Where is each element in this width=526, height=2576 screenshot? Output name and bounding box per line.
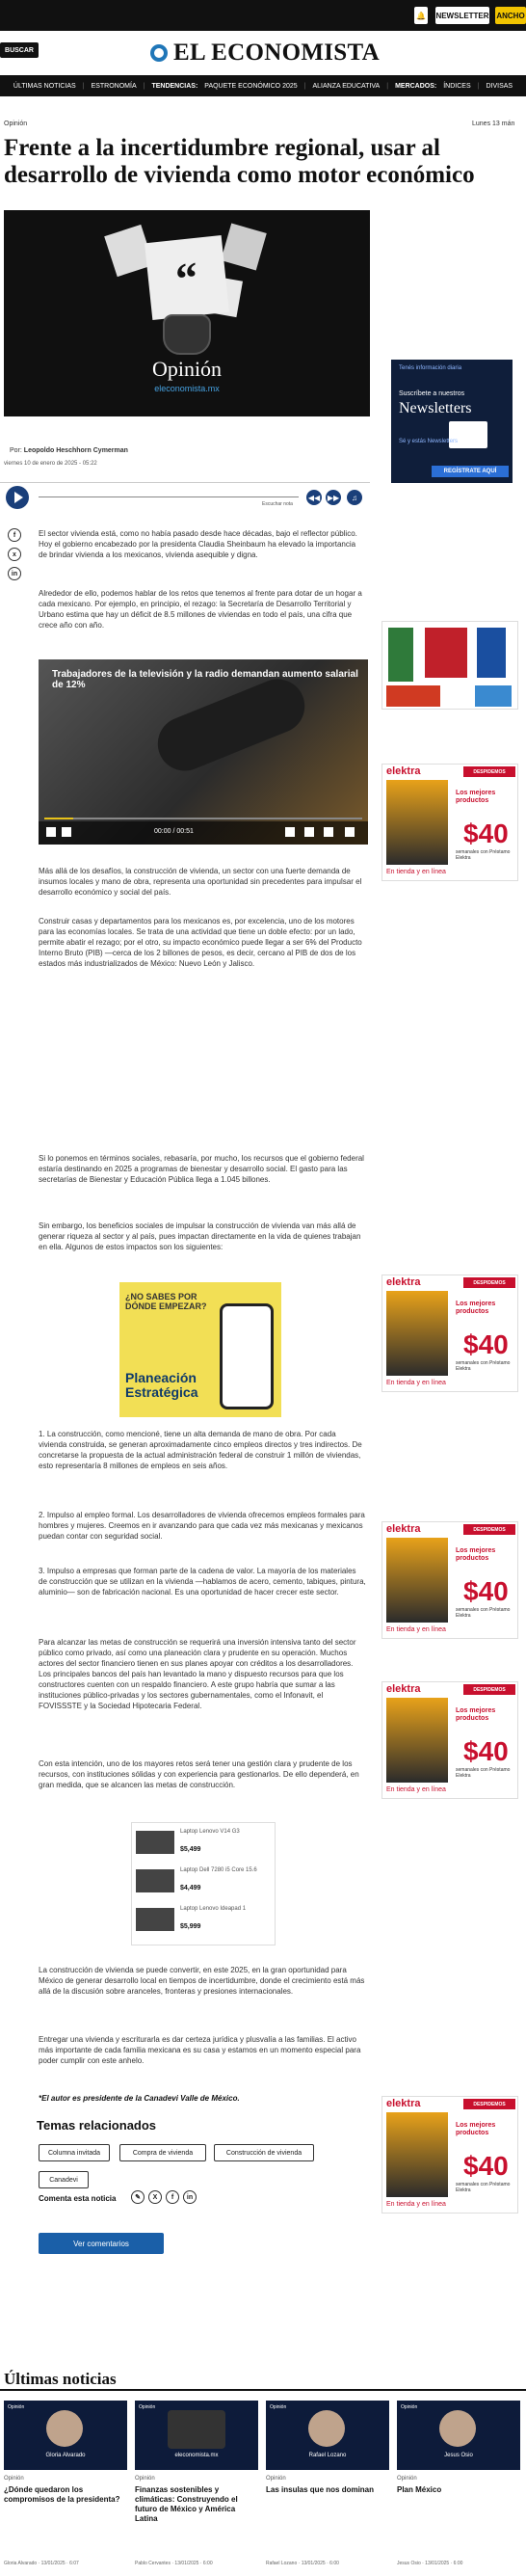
- plan-top: ¿NO SABES POR DÓNDE EMPEZAR?: [125, 1292, 207, 1311]
- elektra-tag: DESPIDEMOS: [463, 2099, 515, 2109]
- hero-image: [4, 210, 370, 416]
- laptop-item[interactable]: [136, 1827, 273, 1858]
- paragraph: 2. Impulso al empleo formal. Los desarrolladores de vivienda ofrecemos empleos formales para hombres y mujeres. Creemos en ir avanzando para que cada vez más mexicanas y mexicanos puedan contar con seguridad social.: [39, 1511, 365, 1541]
- elektra-sub: semanales con Préstamo Elektra: [456, 1767, 511, 1779]
- product-image: [386, 780, 448, 865]
- card-author: Jesus Osio: [444, 2453, 473, 2458]
- card-title[interactable]: Plan México: [397, 2485, 442, 2494]
- audio-track[interactable]: [39, 496, 299, 497]
- video-progress[interactable]: [44, 818, 362, 819]
- paragraph: Si lo ponemos en términos sociales, rebasaría, por mucho, los recursos que el gobierno federal estaría destinando en 2025 a programas de bienestar y desarrollo social. El gasto para las secretarías de Bienestar y Educación Pública llega a 1.045 billones.: [39, 1154, 364, 1184]
- elektra-logo: elektra: [386, 2098, 421, 2109]
- elektra-ad[interactable]: [381, 1275, 518, 1392]
- nav-item-estronomia[interactable]: ESTRONOMÍA: [91, 82, 137, 90]
- elektra-price: $40: [463, 1576, 509, 1606]
- view-comments-button[interactable]: Ver comentarios: [39, 2233, 164, 2254]
- video-player[interactable]: [39, 659, 368, 845]
- card-section[interactable]: Opinión: [135, 2476, 155, 2482]
- elektra-ad[interactable]: [381, 764, 518, 881]
- nav-mercados-label: MERCADOS:: [395, 82, 437, 90]
- news-card-image[interactable]: [397, 2401, 520, 2470]
- nav-item-alianza[interactable]: ALIANZA EDUCATIVA: [312, 82, 381, 90]
- x-share-icon[interactable]: X: [148, 2190, 162, 2204]
- elektra-ad[interactable]: [381, 1521, 518, 1639]
- nav-item-paquete[interactable]: PAQUETE ECONÓMICO 2025: [204, 82, 298, 90]
- elektra-headline: Los mejores productos: [456, 790, 496, 804]
- author-link[interactable]: Leopoldo Heschhorn Cymerman: [23, 447, 128, 454]
- elektra-foot: En tienda y en línea: [386, 1786, 446, 1793]
- elektra-foot: En tienda y en línea: [386, 1626, 446, 1633]
- paragraph: 1. La construcción, como mencioné, tiene un alta demanda de mano de obra. Por cada vivienda construida, se generan aproximadamente cinco empleos directos y tres indirectos. De concretarse la propuesta de la actual administración federal de construir 1 millón de viviendas, esto representaría 8 millones de empleos en seis años.: [39, 1430, 362, 1470]
- main-nav: ÚLTIMAS NOTICIAS | ESTRONOMÍA | TENDENCIAS: PAQUETE ECONÓMICO 2025 | ALIANZA EDUCATIVA | MERCADOS: ÍNDICES | DIVISAS: [0, 75, 526, 96]
- laptop-item[interactable]: [136, 1904, 273, 1935]
- laptop-price: $5,499: [180, 1846, 201, 1853]
- paragraph: Sin embargo, los beneficios sociales de impulsar la construcción de vivienda van más allá de generar riqueza al sector y al país, pues impactan directamente en la vida de quienes trabajan en ella. Algunos de estos impactos son los siguientes:: [39, 1221, 361, 1251]
- ad-top: Tenés información diaria: [399, 365, 462, 371]
- ad-line1: Suscríbete a nuestros: [399, 390, 465, 397]
- x-share-icon[interactable]: x: [8, 548, 21, 561]
- tag-chip[interactable]: Columna invitada: [39, 2144, 110, 2161]
- elektra-logo: elektra: [386, 1683, 421, 1695]
- byline: Por: Leopoldo Heschhorn Cymerman: [10, 447, 128, 454]
- headphones-icon[interactable]: ♫: [347, 490, 362, 505]
- paragraph: 3. Impulso a empresas que forman parte de la cadena de valor. La mayoría de los materiales de construcción que se utilizan en la vivienda —hablamos de acero, cemento, tabiques, pintura, aluminio— son de fabricación nacional. Es una oportunidad de hacer crecer este sector.: [39, 1567, 366, 1597]
- more-icon[interactable]: [345, 827, 355, 837]
- card-badge: Opinión: [401, 2404, 418, 2410]
- paragraph: El sector vivienda está, como no había pasado desde hace décadas, bajo el reflector público. Hoy el gobierno encabezado por la presidenta Claudia Sheinbaum ha elevado la importancia de brindar vivienda a los mexicanos, vivienda asequible y digna.: [39, 529, 357, 559]
- plan-title: Planeación Estratégica: [125, 1370, 198, 1400]
- product-image: [386, 2112, 448, 2197]
- laptop-price: $4,499: [180, 1885, 201, 1892]
- player-caption: Escuchar nota: [262, 501, 293, 507]
- ad-line3: Sé y estás Newsletters: [399, 439, 459, 444]
- elektra-foot: En tienda y en línea: [386, 869, 446, 875]
- laptop-name: Laptop Dell 7280 i5 Core 15.6: [180, 1867, 257, 1873]
- temas-title: Temas relacionados: [37, 2118, 157, 2133]
- card-author: Rafael Lozano: [308, 2453, 347, 2458]
- logo-mark-icon: [150, 44, 168, 62]
- elektra-foot: En tienda y en línea: [386, 2201, 446, 2208]
- product-image: [386, 1698, 448, 1783]
- product-image: [388, 628, 413, 682]
- elektra-ad[interactable]: [381, 1681, 518, 1799]
- microphone-icon: [163, 314, 211, 355]
- opinion-graphic: [168, 2410, 225, 2449]
- video-controls: [39, 821, 368, 845]
- elektra-price: $40: [463, 1329, 509, 1359]
- elektra-tag: DESPIDEMOS: [463, 1684, 515, 1695]
- linkedin-share-icon[interactable]: in: [183, 2190, 197, 2204]
- laptop-name: Laptop Lenovo V14 G3: [180, 1829, 240, 1835]
- bell-icon[interactable]: 🔔: [414, 7, 428, 24]
- site-logo[interactable]: EL ECONOMISTA: [145, 39, 385, 67]
- elektra-tag: DESPIDEMOS: [463, 1277, 515, 1288]
- card-meta: Pablo Cervantes · 13/01/2025 · 6:00: [135, 2561, 213, 2566]
- elektra-ad[interactable]: [381, 2096, 518, 2214]
- fullscreen-icon[interactable]: [324, 827, 333, 837]
- facebook-share-icon[interactable]: f: [8, 528, 21, 542]
- elektra-tag: DESPIDEMOS: [463, 766, 515, 777]
- search-button[interactable]: BUSCAR: [0, 42, 39, 58]
- author-note: *El autor es presidente de la Canadevi Valle de México.: [39, 2094, 240, 2103]
- nav-item-indices[interactable]: ÍNDICES: [443, 82, 471, 90]
- volume-icon[interactable]: [62, 827, 71, 837]
- latest-news-title: Últimas noticias: [4, 2370, 117, 2388]
- rewind-icon[interactable]: ◀◀: [306, 490, 322, 505]
- elektra-logo: elektra: [386, 1276, 421, 1288]
- settings-icon[interactable]: [304, 827, 314, 837]
- play-button[interactable]: [6, 486, 29, 509]
- nav-item-ultimas[interactable]: ÚLTIMAS NOTICIAS: [13, 82, 76, 90]
- comment-icon[interactable]: ✎: [131, 2190, 145, 2204]
- newsletter-ad[interactable]: [391, 360, 513, 483]
- elektra-price: $40: [463, 818, 509, 848]
- playlist-icon[interactable]: [285, 827, 295, 837]
- paragraph: Construir casas y departamentos para los mexicanos es, por excelencia, uno de los motores para las economías locales. Se trata de una actividad que tiene un doble efecto: por un lado, permite abatir el rezago; por el otro, su impacto económico puede llegar a ser 6% del Producto Interno Bruto (PIB) —cerca de los 2 billones de pesos, es decir, cercano al PIB de dos de los estados más industrializados de México: Nuevo León y Jalisco.: [39, 917, 362, 968]
- latest-news-divider: [0, 2389, 526, 2391]
- card-meta: Rafael Lozano · 13/01/2025 · 6:00: [266, 2561, 339, 2566]
- newsletter-button[interactable]: NEWSLETTER: [435, 7, 489, 24]
- paragraph: La construcción de vivienda se puede convertir, en este 2025, en la gran oportunidad para México de generar desarrollo local en tiempos de incertidumbre, donde el crecimiento está más allá de la discusión sobre aranceles, fronteras y presiones internacionales.: [39, 1966, 365, 1996]
- laptop-image: [136, 1908, 174, 1931]
- planeacion-ad[interactable]: [119, 1282, 281, 1417]
- elektra-sub: semanales con Préstamo Elektra: [456, 849, 511, 861]
- product-image: [386, 1538, 448, 1623]
- tag-chip[interactable]: Canadevi: [39, 2171, 89, 2188]
- paragraph: Alrededor de ello, podemos hablar de los retos que tenemos al frente para dotar de un hogar a cada mexicano. Por ejemplo, en principio, el rezago: la Secretaría de Desarrollo Territorial y Urbano estima que hay un déficit de 8.5 millones de viviendas en todo el país, una cifra que crece año con año.: [39, 589, 362, 630]
- elektra-sub: semanales con Préstamo Elektra: [456, 2182, 511, 2193]
- elektra-logo: elektra: [386, 1523, 421, 1535]
- product-image: [386, 685, 440, 707]
- hero-title: Opinión: [151, 357, 223, 381]
- pause-icon[interactable]: [46, 827, 56, 837]
- product-image: [425, 628, 467, 678]
- laptop-price: $5,999: [180, 1923, 201, 1930]
- product-image: [477, 628, 506, 678]
- elektra-foot: En tienda y en línea: [386, 1380, 446, 1386]
- tag-chip[interactable]: Compra de vivienda: [119, 2144, 206, 2161]
- video-time: 00:00 / 00:51: [154, 828, 194, 835]
- tag-chip[interactable]: Construcción de vivienda: [214, 2144, 314, 2161]
- card-section[interactable]: Opinión: [4, 2476, 24, 2482]
- video-title: Trabajadores de la televisión y la radio demandan aumento salarial de 12%: [52, 669, 358, 690]
- paragraph: Más allá de los desafíos, la construcción de vivienda, un sector con una fuerte demanda de insumos locales y mano de obra, representa una oportunidad sin precedentes para impulsar el desarrollo económico y social del país.: [39, 867, 362, 897]
- card-author: Gloria Alvarado: [45, 2453, 86, 2458]
- card-author: eleconomista.mx: [174, 2453, 219, 2458]
- elektra-tag: DESPIDEMOS: [463, 1524, 515, 1535]
- card-section[interactable]: Opinión: [397, 2476, 417, 2482]
- laptop-image: [136, 1831, 174, 1854]
- hero-subtitle: eleconomista.mx: [154, 384, 220, 393]
- card-title[interactable]: Finanzas sostenibles y climáticas: Construyendo el futuro de México y América Latina: [135, 2485, 238, 2523]
- card-badge: Opinión: [8, 2404, 25, 2410]
- laptop-item[interactable]: [136, 1865, 273, 1896]
- news-card-image[interactable]: [266, 2401, 389, 2470]
- elektra-headline: Los mejores productos: [456, 1301, 496, 1315]
- laptop-image: [136, 1869, 174, 1892]
- publish-date: viernes 10 de enero de 2025 - 05:22: [4, 461, 97, 467]
- card-title[interactable]: Las insulas que nos dominan: [266, 2485, 375, 2494]
- card-badge: Opinión: [139, 2404, 156, 2410]
- product-image: [386, 1291, 448, 1376]
- elektra-logo: elektra: [386, 765, 421, 777]
- facebook-share-icon[interactable]: f: [166, 2190, 179, 2204]
- card-meta: Jesus Osio · 13/01/2025 · 6:00: [397, 2561, 463, 2566]
- product-image: [475, 685, 512, 707]
- phone-image: [220, 1303, 274, 1409]
- author-photo: [439, 2410, 476, 2447]
- mercados-ticker: Lunes 13 mán: [472, 121, 515, 127]
- nav-tendencias-label: TENDENCIAS:: [151, 82, 198, 90]
- article-title: Frente a la incertidumbre regional, usar al desarrollo de vivienda como motor económico: [4, 135, 475, 188]
- author-photo: [46, 2410, 83, 2447]
- card-title[interactable]: ¿Dónde quedaron los compromisos de la presidenta?: [4, 2485, 120, 2504]
- product-ad[interactable]: [381, 621, 518, 710]
- quote-icon: “: [145, 235, 229, 320]
- paragraph: Para alcanzar las metas de construcción se requerirá una inversión intensiva tanto del sector público como privado, así como una planeación clara y prudente en su operación. Muchos actores del sector financiero tienen en sus planes apoyar con créditos a los desarrolladores. Los principales bancos del país han levantado la mano y dispuesto recursos para que los constructores cuenten con un respaldo financiero. A este grupo habría que sumar a las instituciones público-privadas y los sectores gubernamentales, como el Infonavit, el FOVISSSTE y la Sociedad Hipotecaria Federal.: [39, 1638, 356, 1710]
- ad-line2: Newsletters: [399, 400, 472, 416]
- elektra-headline: Los mejores productos: [456, 1707, 496, 1722]
- comment-label: Comenta esta noticia: [39, 2194, 117, 2203]
- card-meta: Gloria Alvarado · 13/01/2025 · 6:07: [4, 2561, 79, 2566]
- nav-item-divisas[interactable]: DIVISAS: [486, 82, 513, 90]
- laptop-name: Laptop Lenovo Ideapad 1: [180, 1906, 247, 1912]
- elektra-headline: Los mejores productos: [456, 2122, 496, 2136]
- elektra-sub: semanales con Préstamo Elektra: [456, 1360, 511, 1372]
- paper-decoration: [221, 224, 267, 271]
- news-card-image[interactable]: [4, 2401, 127, 2470]
- register-button[interactable]: REGÍSTRATE AQUÍ: [432, 466, 509, 477]
- author-photo: [308, 2410, 345, 2447]
- section-label[interactable]: Opinión: [4, 121, 28, 127]
- laptops-ad[interactable]: [131, 1822, 276, 1945]
- elektra-headline: Los mejores productos: [456, 1547, 496, 1562]
- elektra-sub: semanales con Préstamo Elektra: [456, 1607, 511, 1619]
- news-card-image[interactable]: [135, 2401, 258, 2470]
- paragraph: Entregar una vivienda y escriturarla es dar certeza jurídica y plusvalía a las familias. El activo más importante de cada familia mexicana es su casa y estamos en un momento especial para poder cumplir con este anhelo.: [39, 2035, 361, 2065]
- elektra-price: $40: [463, 2151, 509, 2181]
- card-section[interactable]: Opinión: [266, 2476, 286, 2482]
- linkedin-share-icon[interactable]: in: [8, 567, 21, 580]
- video-progress-fill: [44, 818, 73, 819]
- card-badge: Opinión: [270, 2404, 287, 2410]
- paragraph: Con esta intención, uno de los mayores retos será tener una gestión clara y prudente de los recursos, con instituciones sólidas y con experiencia para gestionarlos. De ello dependerá, en gran medida, que se alcancen las metas de construcción.: [39, 1759, 359, 1789]
- forward-icon[interactable]: ▶▶: [326, 490, 341, 505]
- ancho-button[interactable]: ANCHO: [495, 7, 526, 24]
- elektra-price: $40: [463, 1736, 509, 1766]
